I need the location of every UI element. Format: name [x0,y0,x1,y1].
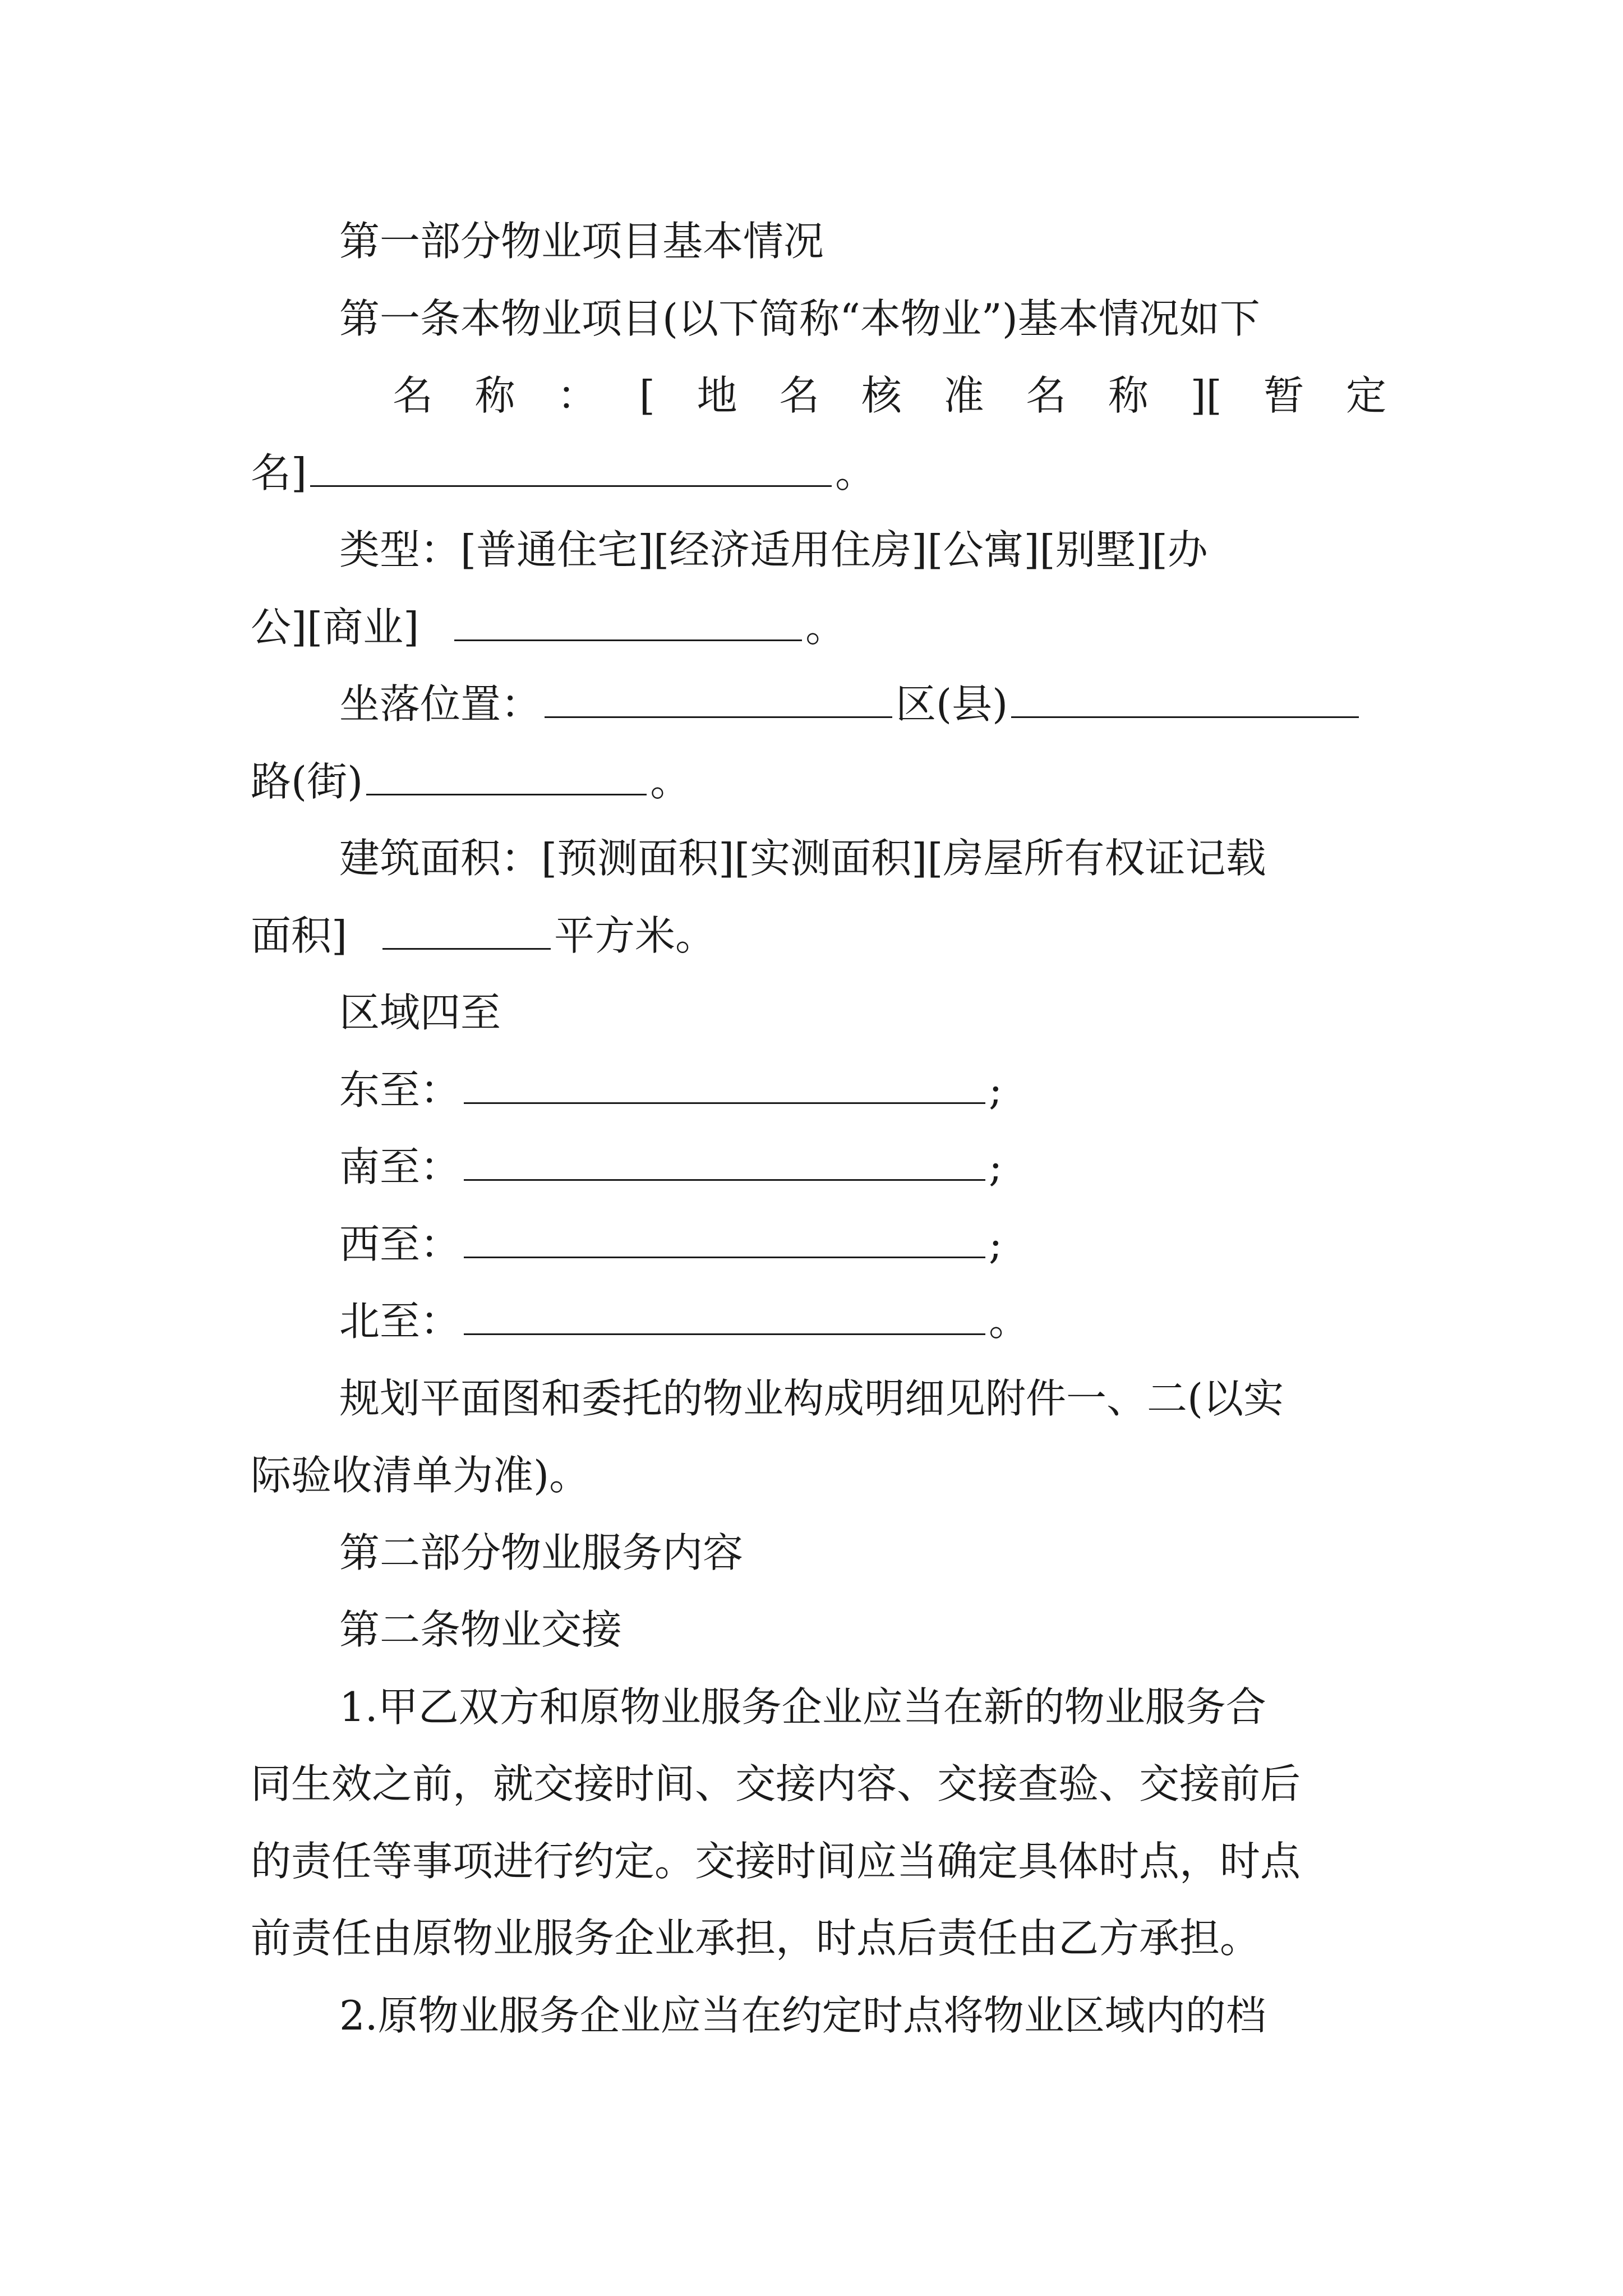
district-label: 区(县) [896,680,1008,728]
south-label: 南至： [339,1143,461,1190]
location-line [339,670,1386,738]
type-suffix: 公][商业] [251,604,419,651]
area-suffix: 面积] [251,912,348,959]
north-boundary [339,1287,1386,1355]
name-char: 暂 [1264,372,1304,419]
period: 。 [989,1297,1030,1345]
plan-line-cont: 际验收清单为准)。 [251,1452,590,1499]
east-label: 东至： [339,1066,461,1114]
name-char: 地 [697,372,737,419]
clause-1-line-1: 1.甲乙双方和原物业服务企业应当在新的物业服务合 [339,1683,1266,1731]
name-line [393,362,1386,429]
east-blank [464,1062,985,1104]
name-char: [ [639,372,656,419]
type-line: 类型：[普通住宅][经济适用住房][公寓][别墅][办 [339,526,1208,573]
name-blank [310,445,832,487]
district-blank [545,676,892,718]
name-char: 名 [393,372,434,419]
article-one-heading: 第一条本物业项目(以下简称“本物业”)基本情况如下 [339,295,1260,342]
west-boundary [339,1211,1386,1278]
period: 。 [835,449,876,496]
clause-1-line-4: 前责任由原物业服务企业承担，时点后责任由乙方承担。 [251,1915,1261,1962]
clause-2-line-1: 2.原物业服务企业应当在约定时点将物业区域内的档 [339,1992,1266,2039]
name-char: 称 [474,372,515,419]
period: 。 [650,758,691,805]
period: 。 [805,604,846,651]
name-char: ][ [1190,372,1222,419]
clause-1-line-3: 的责任等事项进行约定。交接时间应当确定具体时点，时点 [251,1838,1301,1885]
type-blank [454,599,802,641]
area-line-cont [251,902,1386,969]
semicolon: ; [989,1221,1003,1268]
south-blank [464,1139,985,1181]
name-suffix: 名] [251,449,307,496]
name-char: 核 [861,372,902,419]
south-boundary [339,1133,1386,1200]
clause-1-line-2: 同生效之前，就交接时间、交接内容、交接查验、交接前后 [251,1760,1301,1807]
semicolon: ; [989,1143,1003,1190]
north-label: 北至： [339,1297,461,1345]
name-char: 名 [1026,372,1067,419]
location-label: 坐落位置： [339,680,542,728]
name-char: 称 [1108,372,1149,419]
area-blank [382,908,551,950]
boundary-heading: 区域四至 [339,989,501,1036]
west-label: 西至： [339,1221,461,1268]
part-two-heading: 第二部分物业服务内容 [339,1529,744,1576]
road-label: 路(街) [251,758,363,805]
location-line-cont [251,748,1386,815]
name-char: ： [557,372,598,419]
name-char: 名 [779,372,820,419]
semicolon: ; [989,1066,1003,1114]
part-one-heading: 第一部分物业项目基本情况 [339,218,824,265]
area-line: 建筑面积：[预测面积][实测面积][房屋所有权证记载 [339,835,1266,882]
name-char: 定 [1345,372,1386,419]
plan-line: 规划平面图和委托的物业构成明细见附件一、二(以实 [339,1375,1284,1422]
type-line-cont [251,593,1386,661]
article-two-heading: 第二条物业交接 [339,1606,623,1653]
name-char: 准 [943,372,984,419]
area-unit: 平方米。 [554,912,716,959]
north-blank [464,1293,985,1335]
east-boundary [339,1056,1386,1124]
name-line-cont [251,439,1386,507]
road-prefix-blank [1011,676,1359,718]
street-blank [366,753,647,795]
west-blank [464,1216,985,1258]
